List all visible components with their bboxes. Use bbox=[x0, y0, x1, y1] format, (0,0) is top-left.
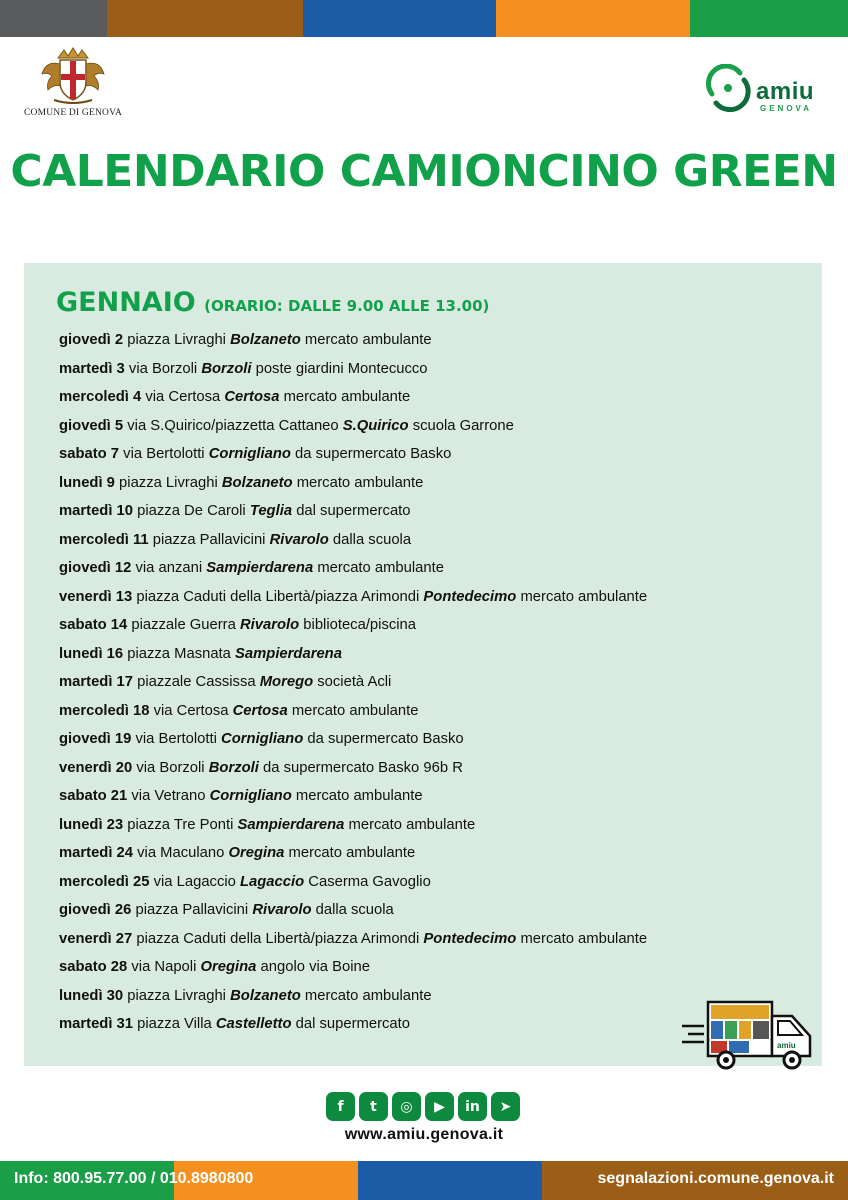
schedule-day: sabato 21 bbox=[59, 788, 128, 804]
schedule-place: piazza Livraghi bbox=[127, 332, 226, 348]
schedule-place: via Vetrano bbox=[131, 788, 206, 804]
schedule-place: piazza Villa bbox=[137, 1016, 212, 1032]
schedule-day: sabato 14 bbox=[59, 617, 128, 633]
top-color-stripe bbox=[0, 0, 848, 37]
schedule-area: Morego bbox=[259, 674, 314, 690]
schedule-item bbox=[59, 529, 647, 558]
schedule-area: Borzoli bbox=[201, 360, 252, 377]
schedule-place: via S.Quirico/piazzetta Cattaneo bbox=[127, 417, 339, 434]
schedule-area: Cornigliano bbox=[208, 446, 291, 462]
schedule-note: angolo via Boine bbox=[260, 959, 370, 975]
schedule-panel bbox=[24, 263, 822, 1066]
stripe-grey bbox=[0, 0, 107, 37]
schedule-day: martedì 31 bbox=[59, 1016, 134, 1032]
schedule-note: mercato ambulante bbox=[348, 816, 476, 833]
schedule-area: Oregina bbox=[200, 959, 257, 975]
schedule-day: lunedì 23 bbox=[59, 816, 124, 833]
schedule-area: Borzoli bbox=[208, 759, 259, 776]
schedule-item bbox=[59, 614, 647, 643]
hours-note: (ORARIO: DALLE 9.00 ALLE 13.00) bbox=[204, 297, 490, 315]
schedule-note: da supermercato Basko 96b R bbox=[263, 759, 463, 776]
schedule-place: via Certosa bbox=[153, 702, 229, 719]
schedule-item bbox=[59, 985, 647, 1014]
schedule-item bbox=[59, 1013, 647, 1042]
schedule-place: piazzale Cassissa bbox=[137, 674, 256, 690]
schedule-item bbox=[59, 700, 647, 729]
schedule-note: mercato ambulante bbox=[304, 987, 432, 1004]
schedule-place: piazza Caduti della Libertà/piazza Arimondi bbox=[136, 930, 420, 947]
schedule-day: giovedì 19 bbox=[59, 731, 132, 747]
schedule-item bbox=[59, 871, 647, 900]
schedule-item bbox=[59, 586, 647, 615]
schedule-item bbox=[59, 928, 647, 957]
schedule-day: giovedì 5 bbox=[59, 417, 124, 434]
schedule-area: Cornigliano bbox=[209, 788, 292, 804]
amiu-swirl-icon bbox=[704, 64, 752, 112]
schedule-day: sabato 28 bbox=[59, 959, 128, 975]
schedule-note: scuola Garrone bbox=[412, 417, 514, 434]
schedule-area: Castelletto bbox=[215, 1016, 292, 1032]
schedule-note: società Acli bbox=[317, 674, 392, 690]
schedule-place: via Napoli bbox=[131, 959, 197, 975]
crest-icon bbox=[38, 46, 108, 106]
month-name: GENNAIO bbox=[56, 287, 196, 318]
schedule-item bbox=[59, 899, 647, 928]
schedule-place: via Lagaccio bbox=[153, 873, 236, 890]
schedule-note: poste giardini Montecucco bbox=[255, 360, 428, 377]
schedule-item bbox=[59, 443, 647, 472]
schedule-day: venerdì 20 bbox=[59, 759, 133, 776]
schedule-note: biblioteca/piscina bbox=[303, 617, 416, 633]
schedule-area: Cornigliano bbox=[221, 731, 304, 747]
schedule-place: via Borzoli bbox=[128, 360, 198, 377]
schedule-place: via Borzoli bbox=[136, 759, 205, 776]
schedule-day: mercoledì 18 bbox=[59, 702, 150, 719]
schedule-note: mercato ambulante bbox=[520, 930, 648, 947]
schedule-day: mercoledì 25 bbox=[59, 873, 150, 890]
schedule-area: Bolzaneto bbox=[230, 332, 301, 348]
schedule-item bbox=[59, 386, 647, 415]
schedule-day: lunedì 30 bbox=[59, 987, 124, 1004]
comune-genova-logo bbox=[18, 46, 128, 124]
schedule-day: martedì 24 bbox=[59, 845, 134, 861]
amiu-logo bbox=[704, 64, 834, 114]
instagram-icon[interactable]: ◎ bbox=[392, 1092, 421, 1121]
truck-illustration bbox=[680, 1000, 816, 1072]
schedule-note: mercato ambulante bbox=[288, 845, 416, 861]
stripe-green bbox=[690, 0, 848, 37]
schedule-note: mercato ambulante bbox=[296, 474, 424, 491]
schedule-note: mercato ambulante bbox=[295, 788, 423, 804]
schedule-item bbox=[59, 728, 647, 757]
schedule-day: venerdì 13 bbox=[59, 588, 133, 605]
schedule-note: dalla scuola bbox=[332, 531, 412, 548]
schedule-item bbox=[59, 785, 647, 814]
city-label: COMUNE DI GENOVA bbox=[23, 108, 123, 118]
schedule-day: venerdì 27 bbox=[59, 930, 133, 947]
twitter-icon[interactable]: t bbox=[359, 1092, 388, 1121]
schedule-item bbox=[59, 814, 647, 843]
month-header bbox=[56, 287, 489, 318]
brand-subtitle: GENOVA bbox=[760, 104, 813, 113]
schedule-item bbox=[59, 842, 647, 871]
schedule-item bbox=[59, 956, 647, 985]
schedule-day: sabato 7 bbox=[59, 446, 120, 462]
schedule-place: piazza Tre Ponti bbox=[127, 816, 234, 833]
stripe-brown bbox=[107, 0, 303, 37]
truck-icon bbox=[680, 1000, 816, 1072]
schedule-area: Sampierdarena bbox=[235, 645, 342, 662]
schedule-note: mercato ambulante bbox=[520, 588, 648, 605]
schedule-day: lunedì 16 bbox=[59, 645, 124, 662]
schedule-item bbox=[59, 329, 647, 358]
schedule-place: piazza Masnata bbox=[127, 645, 231, 662]
schedule-area: Lagaccio bbox=[240, 873, 305, 890]
schedule-note: dal supermercato bbox=[296, 503, 411, 519]
schedule-area: Rivarolo bbox=[269, 531, 329, 548]
schedule-area: Rivarolo bbox=[252, 902, 312, 918]
schedule-place: piazza Caduti della Libertà/piazza Arimondi bbox=[136, 588, 420, 605]
schedule-item bbox=[59, 671, 647, 700]
schedule-place: piazza Pallavicini bbox=[135, 902, 249, 918]
schedule-place: piazza Livraghi bbox=[119, 474, 218, 491]
schedule-area: S.Quirico bbox=[342, 417, 409, 434]
schedule-day: giovedì 2 bbox=[59, 332, 124, 348]
schedule-day: martedì 3 bbox=[59, 360, 125, 377]
schedule-area: Certosa bbox=[224, 389, 280, 405]
schedule-list bbox=[59, 329, 647, 1042]
schedule-item bbox=[59, 358, 647, 387]
linkedin-icon[interactable]: in bbox=[458, 1092, 487, 1121]
schedule-area: Rivarolo bbox=[239, 617, 300, 633]
youtube-icon[interactable]: ▶ bbox=[425, 1092, 454, 1121]
schedule-note: Caserma Gavoglio bbox=[308, 873, 431, 890]
page-title: CALENDARIO CAMIONCINO GREEN bbox=[10, 146, 838, 197]
schedule-place: piazza De Caroli bbox=[137, 503, 246, 519]
schedule-item bbox=[59, 757, 647, 786]
schedule-area: Oregina bbox=[228, 845, 285, 861]
schedule-place: piazza Pallavicini bbox=[152, 531, 266, 548]
schedule-place: via anzani bbox=[135, 560, 203, 576]
svg-text:amiu: amiu bbox=[777, 1041, 796, 1050]
schedule-place: via Bertolotti bbox=[135, 731, 217, 747]
schedule-note: da supermercato Basko bbox=[307, 731, 464, 747]
schedule-place: piazza Livraghi bbox=[127, 987, 226, 1004]
stripe-blue bbox=[358, 1161, 542, 1200]
schedule-place: piazzale Guerra bbox=[131, 617, 236, 633]
social-links bbox=[326, 1092, 520, 1121]
schedule-item bbox=[59, 643, 647, 672]
schedule-note: dalla scuola bbox=[315, 902, 394, 918]
schedule-place: via Certosa bbox=[145, 389, 221, 405]
schedule-day: giovedì 26 bbox=[59, 902, 132, 918]
schedule-note: mercato ambulante bbox=[317, 560, 444, 576]
schedule-day: mercoledì 4 bbox=[59, 389, 142, 405]
schedule-item bbox=[59, 557, 647, 586]
schedule-day: mercoledì 11 bbox=[59, 531, 149, 548]
schedule-area: Pontedecimo bbox=[423, 930, 517, 947]
schedule-day: martedì 10 bbox=[59, 503, 134, 519]
schedule-day: giovedì 12 bbox=[59, 560, 132, 576]
stripe-orange bbox=[496, 0, 690, 37]
report-link[interactable]: segnalazioni.comune.genova.it bbox=[597, 1170, 834, 1187]
schedule-note: mercato ambulante bbox=[291, 702, 419, 719]
schedule-area: Teglia bbox=[249, 503, 293, 519]
schedule-place: via Maculano bbox=[137, 845, 225, 861]
schedule-day: lunedì 9 bbox=[59, 474, 115, 491]
brand-name: amiu bbox=[756, 78, 815, 105]
website-link[interactable]: www.amiu.genova.it bbox=[344, 1126, 504, 1143]
schedule-item bbox=[59, 472, 647, 501]
schedule-area: Bolzaneto bbox=[230, 987, 301, 1004]
schedule-area: Bolzaneto bbox=[221, 474, 293, 491]
facebook-icon[interactable]: f bbox=[326, 1092, 355, 1121]
telegram-icon[interactable]: ➤ bbox=[491, 1092, 520, 1121]
stripe-blue bbox=[303, 0, 496, 37]
schedule-area: Sampierdarena bbox=[237, 816, 345, 833]
schedule-area: Sampierdarena bbox=[206, 560, 314, 576]
schedule-area: Pontedecimo bbox=[423, 588, 517, 605]
schedule-day: martedì 17 bbox=[59, 674, 134, 690]
schedule-note: dal supermercato bbox=[295, 1016, 410, 1032]
schedule-note: mercato ambulante bbox=[304, 332, 432, 348]
schedule-note: mercato ambulante bbox=[283, 389, 411, 405]
schedule-area: Certosa bbox=[232, 702, 288, 719]
schedule-place: via Bertolotti bbox=[123, 446, 205, 462]
schedule-note: da supermercato Basko bbox=[295, 446, 452, 462]
info-phone: Info: 800.95.77.00 / 010.8980800 bbox=[14, 1170, 254, 1187]
schedule-item bbox=[59, 415, 647, 444]
schedule-item bbox=[59, 500, 647, 529]
